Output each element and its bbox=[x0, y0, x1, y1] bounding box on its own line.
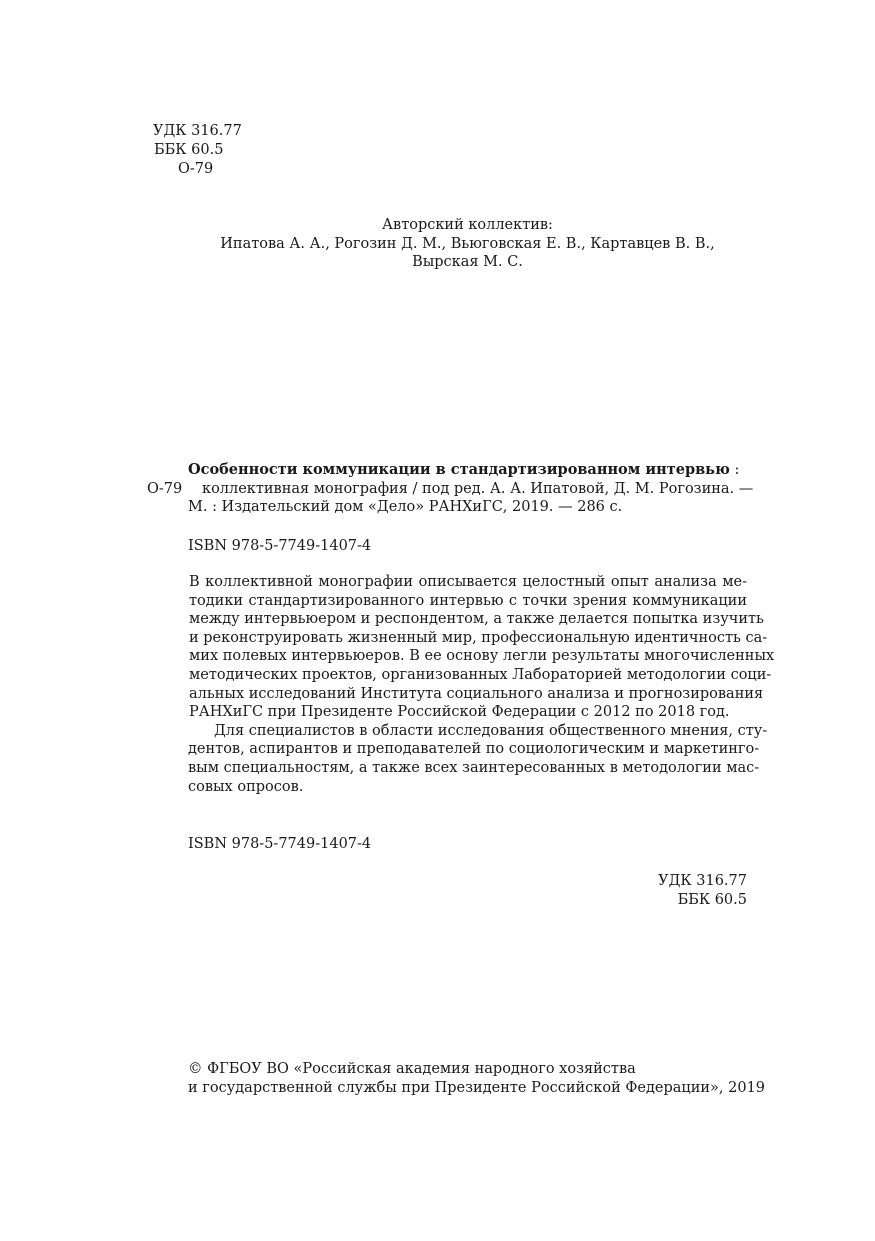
title-separator: : bbox=[729, 462, 740, 478]
copyright-line-1: © ФГБОУ ВО «Российская академия народного хозяйства bbox=[188, 1061, 636, 1077]
codes-bottom bbox=[547, 872, 747, 909]
catalog-line-3: М. : Издательский дом «Дело» РАНХиГС, 2019. — 286 с. bbox=[188, 499, 623, 516]
authors-block bbox=[188, 216, 747, 272]
catalog-entry bbox=[188, 461, 754, 517]
bbk-code-bottom: ББК 60.5 bbox=[677, 891, 747, 908]
abstract-line: совых опросов. bbox=[188, 778, 304, 795]
abstract-line: Для специалистов в области исследования общественного мнения, сту- bbox=[214, 722, 768, 739]
bbk-code-top: ББК 60.5 bbox=[154, 142, 224, 158]
udk-code-top: УДК 316.77 bbox=[153, 123, 242, 139]
authors-line-2: Вырская М. С. bbox=[412, 254, 523, 271]
abstract-line: мих полевых интервьюеров. В ее основу легли результаты многочисленных bbox=[189, 648, 775, 665]
abstract-line: вым специальностям, а также всех заинтересованных в методологии мас- bbox=[188, 759, 760, 776]
abstract-line: и реконструировать жизненный мир, профессиональную идентичность са- bbox=[189, 629, 768, 646]
catalog-author-mark: О-79 bbox=[147, 481, 183, 497]
isbn-second: ISBN 978-5-7749-1407-4 bbox=[188, 836, 372, 852]
udk-code-bottom: УДК 316.77 bbox=[658, 873, 747, 889]
copyright-line-2: и государственной службы при Президенте Российской Федерации», 2019 bbox=[188, 1079, 766, 1096]
book-title: Особенности коммуникации в стандартизированном интервью bbox=[188, 461, 730, 478]
abstract bbox=[188, 573, 775, 796]
abstract-line: РАНХиГС при Президенте Российской Федерации с 2012 по 2018 год. bbox=[189, 704, 730, 721]
abstract-line: методических проектов, организованных Лабораторией методологии соци- bbox=[189, 666, 772, 683]
abstract-line: альных исследований Института социального анализа и прогнозирования bbox=[189, 685, 764, 702]
author-mark-top: О-79 bbox=[178, 161, 214, 177]
authors-line-1: Ипатова А. А., Рогозин Д. М., Вьюговская Е. В., Картавцев В. В., bbox=[220, 235, 715, 252]
abstract-line: дентов, аспирантов и преподавателей по социологическим и маркетинго- bbox=[188, 741, 760, 758]
authors-heading: Авторский коллектив: bbox=[382, 217, 553, 233]
abstract-line: тодики стандартизированного интервью с точки зрения коммуникации bbox=[189, 592, 747, 609]
abstract-line: между интервьюером и респондентом, а также делается попытка изучить bbox=[189, 611, 764, 628]
copyright bbox=[188, 1060, 765, 1097]
isbn-first: ISBN 978-5-7749-1407-4 bbox=[188, 538, 372, 554]
catalog-line-2: коллективная монография / под ред. А. А. Ипатовой, Д. М. Рогозина. — bbox=[202, 480, 754, 497]
abstract-line: В коллективной монографии описывается целостный опыт анализа ме- bbox=[189, 574, 747, 590]
